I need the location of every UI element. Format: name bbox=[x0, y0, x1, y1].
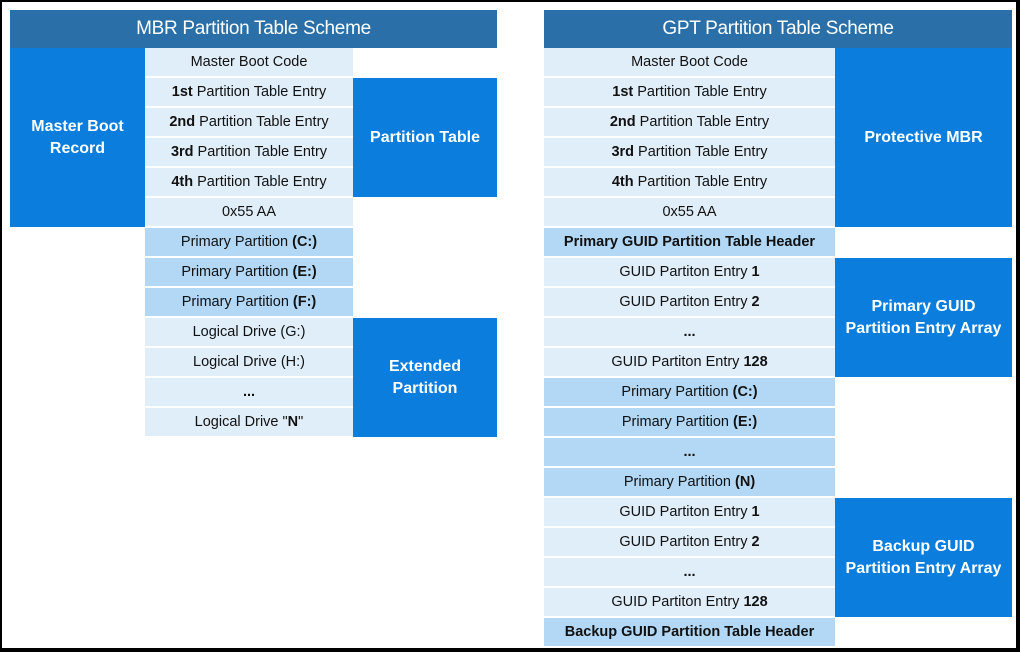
row-text: Partition Table Entry bbox=[634, 144, 768, 160]
gpt-row bbox=[544, 288, 835, 316]
row-text-bold: (C:) bbox=[292, 234, 318, 250]
mbr-row bbox=[145, 318, 353, 346]
gpt-row bbox=[544, 198, 835, 226]
row-text: Master Boot Code bbox=[631, 54, 748, 70]
mbr-row bbox=[145, 348, 353, 376]
row-text: GUID Partiton Entry bbox=[619, 534, 752, 550]
row-text: Logical Drive (G:) bbox=[192, 324, 306, 340]
gpt-row bbox=[544, 618, 835, 646]
mbr-row bbox=[145, 408, 353, 436]
gpt-row bbox=[544, 138, 835, 166]
row-text-bold: 4th bbox=[171, 174, 194, 190]
mbr-row bbox=[145, 78, 353, 106]
primary-guid-array-label-line1: Primary GUID bbox=[871, 297, 976, 315]
row-text-bold: ... bbox=[683, 564, 696, 580]
gpt-row bbox=[544, 588, 835, 616]
row-text: Primary Partition bbox=[621, 414, 734, 430]
row-text-bold: 1st bbox=[171, 84, 193, 100]
row-text-bold: ... bbox=[683, 444, 696, 460]
row-text: 0x55 AA bbox=[221, 204, 276, 220]
row-text: Primary Partition bbox=[621, 384, 733, 400]
mbr-row bbox=[145, 378, 353, 406]
row-text: Partition Table Entry bbox=[195, 114, 329, 130]
mbr-title: MBR Partition Table Scheme bbox=[10, 10, 497, 48]
row-text-bold: 4th bbox=[611, 174, 634, 190]
master-boot-record-label-line1: Master Boot bbox=[31, 117, 124, 135]
row-text-bold: 128 bbox=[743, 594, 768, 610]
row-text-bold: Backup GUID Partition Table Header bbox=[564, 624, 815, 640]
mbr-row bbox=[145, 168, 353, 196]
backup-guid-array-label-line1: Backup GUID bbox=[872, 537, 975, 555]
row-text: 0x55 AA bbox=[662, 204, 717, 220]
gpt-row bbox=[544, 438, 835, 466]
extended-partition-label-line1: Extended bbox=[388, 357, 461, 375]
row-text: Partition Table Entry bbox=[633, 84, 767, 100]
row-text-bold: (N) bbox=[735, 474, 756, 490]
row-text-bold: 2 bbox=[751, 534, 760, 550]
gpt-row bbox=[544, 318, 835, 346]
row-text: Logical Drive (H:) bbox=[193, 354, 305, 370]
row-text-bold: N bbox=[287, 414, 299, 430]
row-text-bold: (E:) bbox=[733, 414, 758, 430]
row-text: Primary Partition bbox=[623, 474, 736, 490]
primary-guid-array-block bbox=[835, 258, 1012, 377]
gpt-row bbox=[544, 528, 835, 556]
row-text: " bbox=[298, 414, 304, 430]
extended-partition-label-line2: Partition bbox=[392, 379, 458, 397]
gpt-row bbox=[544, 168, 835, 196]
protective-mbr-block bbox=[835, 48, 1012, 227]
mbr-row bbox=[145, 48, 353, 76]
mbr-row bbox=[145, 288, 353, 316]
row-text-bold: 1 bbox=[751, 504, 760, 520]
gpt-row bbox=[544, 48, 835, 76]
backup-guid-array-block bbox=[835, 498, 1012, 617]
row-text-bold: ... bbox=[683, 324, 696, 340]
row-text: GUID Partiton Entry bbox=[619, 504, 752, 520]
mbr-row bbox=[145, 228, 353, 256]
mbr-row bbox=[145, 258, 353, 286]
gpt-row bbox=[544, 348, 835, 376]
row-text-bold: 2 bbox=[751, 294, 760, 310]
diagram-canvas bbox=[2, 2, 1016, 648]
master-boot-record-label-line2: Record bbox=[49, 139, 106, 157]
row-text: Primary Partition bbox=[181, 294, 293, 310]
row-text: GUID Partiton Entry bbox=[619, 264, 752, 280]
row-text-bold: 1st bbox=[612, 84, 634, 100]
mbr-row bbox=[145, 108, 353, 136]
extended-partition-block bbox=[353, 318, 497, 437]
row-text: Primary Partition bbox=[181, 264, 293, 280]
row-text-bold: 2nd bbox=[609, 114, 636, 130]
row-text-bold: 2nd bbox=[169, 114, 196, 130]
row-text: Partition Table Entry bbox=[635, 114, 770, 130]
gpt-title: GPT Partition Table Scheme bbox=[544, 10, 1012, 48]
master-boot-record-block bbox=[10, 48, 145, 227]
row-text-bold: (E:) bbox=[292, 264, 317, 280]
protective-mbr-label: Protective MBR bbox=[864, 128, 983, 146]
mbr-row bbox=[145, 138, 353, 166]
row-text: GUID Partiton Entry bbox=[611, 354, 744, 370]
row-text: Partition Table Entry bbox=[633, 174, 768, 190]
row-text-bold: ... bbox=[242, 384, 256, 400]
row-text: Primary Partition bbox=[180, 234, 293, 250]
gpt-row bbox=[544, 78, 835, 106]
gpt-row bbox=[544, 498, 835, 526]
row-text: Partition Table Entry bbox=[192, 84, 327, 100]
row-text: GUID Partiton Entry bbox=[619, 294, 752, 310]
row-text: Master Boot Code bbox=[190, 54, 308, 70]
gpt-row bbox=[544, 228, 835, 256]
gpt-row bbox=[544, 408, 835, 436]
row-text: GUID Partiton Entry bbox=[611, 594, 744, 610]
backup-guid-array-label-line2: Partition Entry Array bbox=[845, 559, 1002, 577]
row-text-bold: 1 bbox=[751, 264, 760, 280]
row-text: Logical Drive " bbox=[194, 414, 288, 430]
gpt-row bbox=[544, 558, 835, 586]
row-text-bold: Primary GUID Partition Table Header bbox=[563, 234, 816, 250]
partition-table-block bbox=[353, 78, 497, 197]
gpt-row bbox=[544, 468, 835, 496]
row-text-bold: (F:) bbox=[292, 294, 317, 310]
gpt-row bbox=[544, 378, 835, 406]
primary-guid-array-label-line2: Partition Entry Array bbox=[845, 319, 1002, 337]
row-text-bold: 3rd bbox=[170, 144, 194, 160]
gpt-row bbox=[544, 108, 835, 136]
row-text: Partition Table Entry bbox=[193, 144, 328, 160]
row-text-bold: 128 bbox=[743, 354, 768, 370]
partition-table-label: Partition Table bbox=[370, 128, 480, 146]
row-text-bold: 3rd bbox=[611, 144, 635, 160]
mbr-row bbox=[145, 198, 353, 226]
row-text: Partition Table Entry bbox=[193, 174, 327, 190]
row-text-bold: (C:) bbox=[732, 384, 758, 400]
gpt-row bbox=[544, 258, 835, 286]
